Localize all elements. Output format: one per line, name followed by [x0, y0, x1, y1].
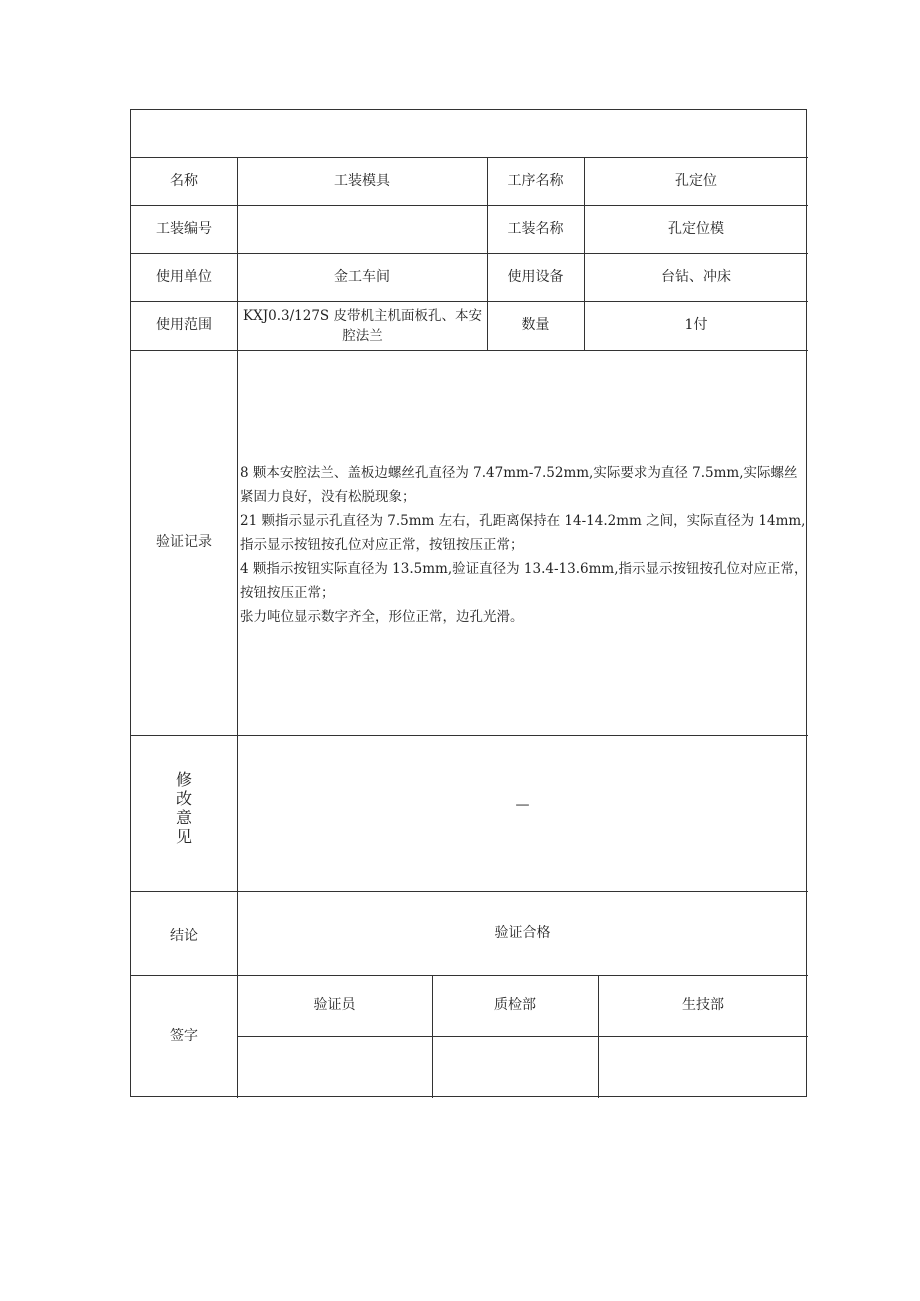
- record-line: 8 颗本安腔法兰、盖板边螺丝孔直径为 7.47mm-7.52mm,实际要求为直径 7.5mm,实际螺丝紧固力良好，没有松脱现象；: [240, 465, 798, 505]
- tool-name-value: 孔定位模: [668, 220, 724, 237]
- revision-value: —: [515, 796, 530, 813]
- form-title: [131, 110, 808, 157]
- revision-label-char: 修: [175, 770, 192, 789]
- verification-form: [130, 109, 807, 1097]
- revision-label: [131, 735, 237, 891]
- record-line: 张力吨位显示数字齐全，形位正常，边孔光滑。: [240, 609, 524, 625]
- quantity-label: 数量: [521, 317, 550, 333]
- record-line: 4 颗指示按钮实际直径为 13.5mm,验证直径为 13.4-13.6mm,指示显示按钮按孔位对应正常，按钮按压正常；: [240, 561, 808, 601]
- user-unit-label: 使用单位: [156, 268, 212, 285]
- signature-value-qc: [432, 1036, 598, 1098]
- quantity-value: 1付: [684, 317, 708, 333]
- record-label: 验证记录: [156, 534, 212, 550]
- scope-value: KXJ0.3/127S 皮带机主机面板孔、本安腔法兰: [243, 307, 482, 344]
- scope-label: 使用范围: [156, 317, 212, 333]
- name-label: 名称: [170, 172, 198, 189]
- revision-label-char: 改: [175, 789, 192, 808]
- name-value: 工装模具: [334, 172, 390, 189]
- equipment-label: 使用设备: [507, 268, 564, 285]
- tool-code-value: [237, 205, 487, 253]
- user-unit-value: 金工车间: [334, 268, 390, 285]
- equipment-value: 台钻、冲床: [661, 268, 731, 285]
- revision-label-char: 见: [175, 827, 192, 846]
- process-name-value: 孔定位: [675, 172, 717, 189]
- revision-label-char: 意: [175, 808, 192, 827]
- signature-header-inspector: 验证员: [313, 997, 356, 1013]
- signature-value-production: [598, 1036, 808, 1098]
- tool-name-label: 工装名称: [507, 220, 564, 237]
- signature-header-production: 生技部: [682, 997, 724, 1013]
- record-line: 21 颗指示显示孔直径为 7.5mm 左右，孔距离保持在 14-14.2mm 之间，实际直径为 14mm,指示显示按钮按孔位对应正常，按钮按压正常；: [240, 513, 806, 553]
- signature-header-qc: 质检部: [494, 997, 536, 1013]
- signature-label: 签字: [170, 1028, 198, 1044]
- process-name-label: 工序名称: [507, 172, 564, 189]
- conclusion-value: 验证合格: [494, 924, 551, 941]
- tool-code-label: 工装编号: [156, 220, 212, 237]
- signature-value-inspector: [237, 1036, 432, 1098]
- record-text: [238, 350, 808, 735]
- conclusion-label: 结论: [170, 927, 198, 944]
